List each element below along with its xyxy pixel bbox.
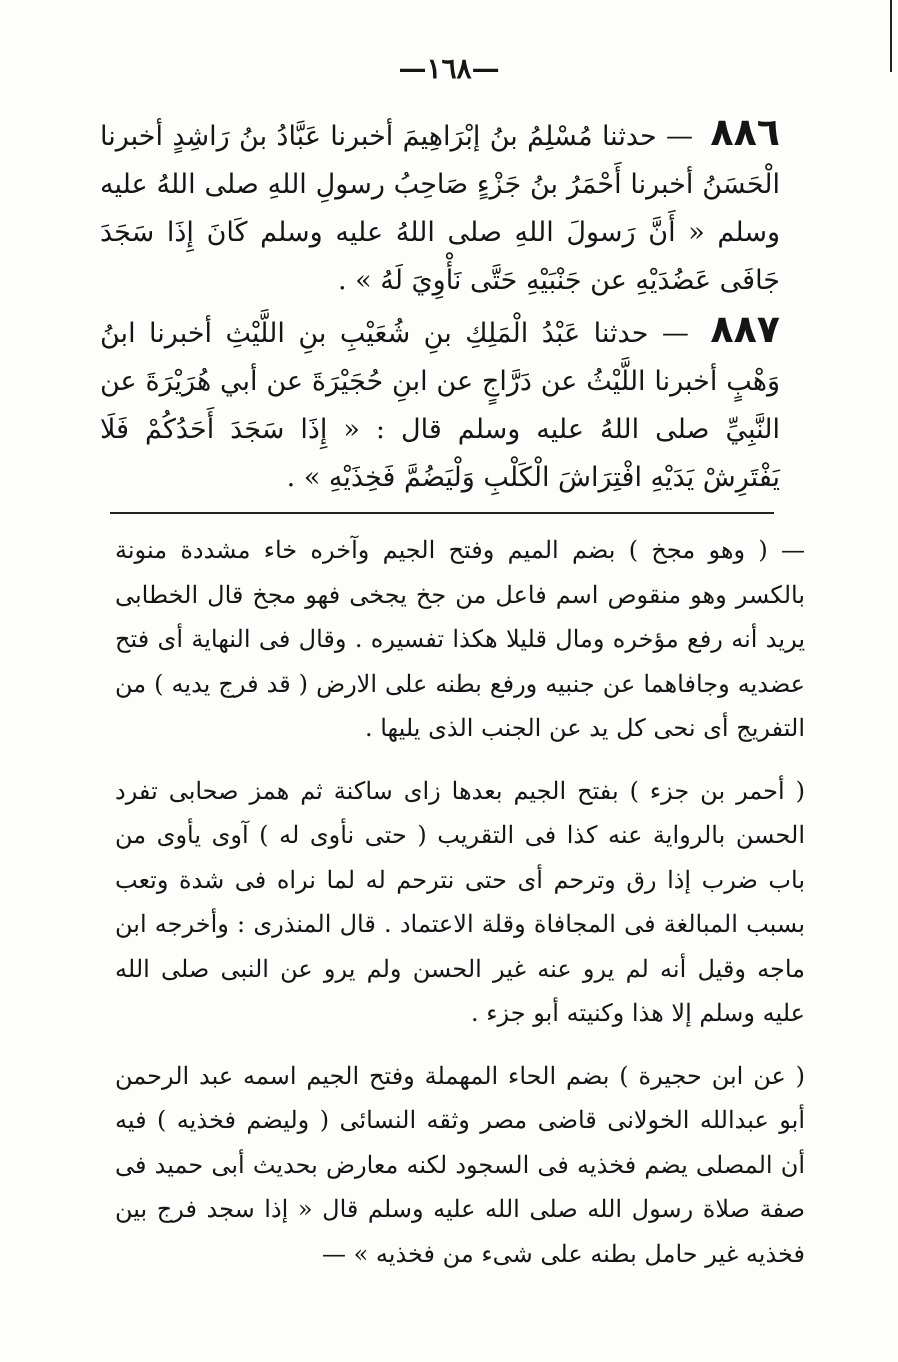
page-number: —١٦٨— bbox=[398, 52, 500, 85]
hadith-section bbox=[100, 108, 780, 502]
commentary-note: ( أحمر بن جزء ) بفتح الجيم بعدها زاى ساكنة ثم همز صحابى تفرد الحسن بالرواية عنه كذا فى التقريب ( حتى نأوى له ) آوى يأوى من باب ضرب إذا رق وترحم أى حتى نترحم له لما نراه فى شدة وتعب بسبب المبالغة فى المجافاة وقلة الاعتماد . قال المنذرى : وأخرجه ابن ماجه وقيل أنه لم يرو عنه غير الحسن ولم يرو عن النبى صلى الله عليه وسلم إلا هذا وكنيته أبو جزء . bbox=[115, 776, 805, 1027]
commentary-note: ( عن ابن حجيرة ) بضم الحاء المهملة وفتح الجيم اسمه عبد الرحمن أبو عبدالله الخولانى قاضى مصر وثقه النسائى ( وليضم فخذيه ) فيه أن المصلى يضم فخذيه فى السجود لكنه معارض بحديث أبى حميد فى صفة صلاة رسول الله صلى الله عليه وسلم قال « إذا سجد فرج بين فخذيه غير حامل بطنه على شىء من فخذيه » — bbox=[115, 1061, 805, 1268]
hadith-text: — حدثنا مُسْلِمُ بنُ إبْرَاهِيمَ أخبرنا عَبَّادُ بنُ رَاشِدٍ أخبرنا الْحَسَنُ أخبرنا أَحْمَرُ بنُ جَزْءٍ صَاحِبُ رسولِ اللهِ صلى اللهُ عليه وسلم « أَنَّ رَسولَ اللهِ صلى اللهُ عليه وسلم كَانَ إِذَا سَجَدَ جَافَى عَضُدَيْهِ عن جَنْبَيْهِ حَتَّى نَأْوِيَ لَهُ » . bbox=[100, 121, 780, 296]
hadith-number: ٨٨٦ bbox=[710, 110, 780, 154]
hadith-number: ٨٨٧ bbox=[710, 307, 780, 351]
hadith-text: — حدثنا عَبْدُ الْمَلِكِ بنِ شُعَيْبِ بنِ اللَّيْثِ أخبرنا ابنُ وَهْبٍ أخبرنا اللَّيْثُ عن دَرَّاجٍ عن ابنِ حُجَيْرَةَ عن أبي هُرَيْرَةَ عن النَّبِيِّ صلى اللهُ عليه وسلم قال : « إِذَا سَجَدَ أَحَدُكُمْ فَلَا يَفْتَرِشْ يَدَيْهِ افْتِرَاشَ الْكَلْبِ وَلْيَضُمَّ فَخِذَيْهِ » . bbox=[100, 318, 780, 493]
commentary-note: — ( وهو مجخ ) بضم الميم وفتح الجيم وآخره خاء مشددة منونة بالكسر وهو منقوص اسم فاعل من جخ يجخى فهو مجخ قال الخطابى يريد أنه رفع مؤخره ومال قليلا هكذا تفسيره . وقال فى النهاية أى فتح عضديه وجافاهما عن جنبيه ورفع بطنه على الارض ( قد فرج يديه ) من التفريج أى نحى كل يد عن الجنب الذى يليها . bbox=[115, 536, 805, 742]
footnote-separator bbox=[110, 512, 774, 514]
commentary-section bbox=[115, 528, 805, 1294]
hadith-886 bbox=[100, 108, 780, 305]
hadith-887 bbox=[100, 305, 780, 502]
